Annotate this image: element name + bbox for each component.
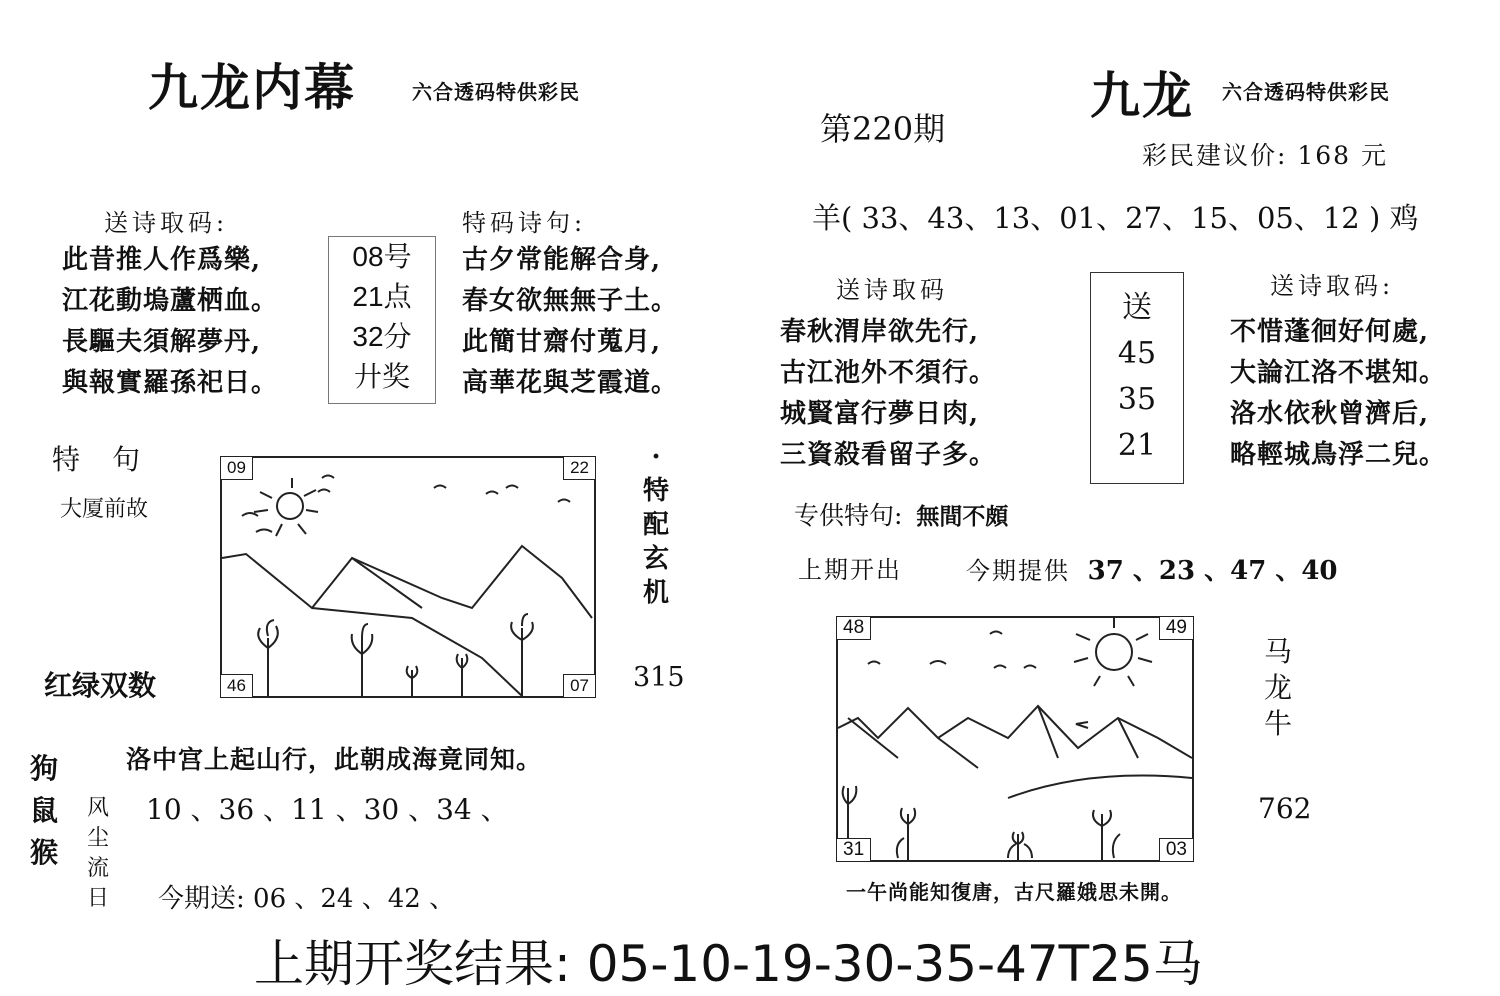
zodiac-char: 鼠 — [29, 794, 58, 827]
left-poem-line: 長驅夫須解夢丹, — [62, 327, 262, 357]
sheep-rooster-line: 羊( 33、43、13、01、27、15、05、12 ) 鸡 — [812, 201, 1419, 235]
special-poem — [462, 240, 678, 404]
left-poem — [62, 240, 278, 404]
zhuan-gong-text: 無間不頗 — [916, 503, 1009, 530]
left-box-line: 08号 — [352, 241, 412, 272]
wind-char: 尘 — [86, 826, 109, 851]
wind-char: 风 — [86, 796, 109, 821]
vertical-char: 龙 — [1263, 671, 1292, 704]
zodiac-vertical — [28, 748, 60, 874]
left-poem-line: 江花動塢蘆栖血。 — [62, 286, 279, 316]
vertical-char: 牛 — [1263, 707, 1292, 740]
jin-qi-label: 今期送: — [158, 884, 245, 914]
left-box-line: 32分 — [352, 321, 412, 352]
right-picture — [836, 616, 1194, 862]
special-poem-line: 高華花與芝霞道。 — [462, 368, 679, 398]
landscape-drawing — [838, 618, 1192, 860]
vertical-char: 玄 — [642, 544, 669, 574]
jin-qi-provide-numbers: 37 、23 、47 、40 — [1087, 556, 1338, 586]
left-corner-bl: 46 — [220, 674, 253, 698]
price-label: 彩民建议价: 168 元 — [1142, 141, 1389, 170]
right-poem-left — [780, 312, 996, 476]
last-draw-result: 上期开奖结果: 05-10-19-30-35-47T25马 — [254, 935, 1203, 993]
left-box-line: 21点 — [352, 281, 412, 312]
left-corner-tr: 22 — [563, 456, 596, 480]
wind-char: 日 — [86, 886, 109, 911]
zodiac-char: 猴 — [29, 836, 58, 869]
jin-qi-numbers: 06 、24 、42 、 — [253, 884, 456, 914]
right-code-box — [1090, 272, 1184, 484]
right-poem-line: 古江池外不須行。 — [780, 358, 997, 388]
left-vertical-label — [640, 440, 672, 610]
right-poem-line: 三資殺看留子多。 — [780, 440, 997, 470]
vertical-char: · — [651, 442, 661, 472]
left-box-line: 廾奖 — [353, 361, 410, 392]
left-corner-tl: 09 — [220, 456, 253, 480]
right-poem-line: 春秋渭岸欲先行, — [780, 317, 980, 347]
left-picture — [220, 456, 596, 698]
special-poem-label: 特码诗句: — [462, 209, 587, 237]
left-numbers-row: 10 、36 、11 、30 、34 、 — [146, 793, 509, 826]
zhuan-gong-label: 专供特句: — [794, 501, 903, 530]
vertical-char: 机 — [642, 578, 669, 608]
shang-qi-label: 上期开出 — [798, 556, 902, 584]
right-corner-tr: 49 — [1159, 616, 1194, 640]
right-vertical-label — [1262, 634, 1294, 742]
zhuan-gong-line — [794, 496, 1008, 532]
landscape-drawing — [222, 458, 594, 696]
te-ju-label: 特 句 — [52, 443, 143, 476]
right-poem-label-right: 送诗取码: — [1270, 272, 1395, 300]
right-corner-tl: 48 — [836, 616, 871, 640]
special-poem-line: 春女欲無無子土。 — [462, 286, 679, 316]
wind-char: 流 — [86, 856, 109, 881]
right-corner-bl: 31 — [836, 838, 871, 862]
te-ju-text: 大厦前故 — [60, 497, 149, 522]
left-subtitle: 六合透码特供彩民 — [412, 80, 580, 104]
right-poem-line: 不惜蓬徊好何處, — [1230, 317, 1430, 347]
vertical-char: 特 — [642, 476, 669, 506]
jin-qi-provide-label: 今期提供 — [966, 557, 1070, 585]
left-poem-line-bottom: 洛中宫上起山行，此朝成海竟同知。 — [126, 745, 543, 774]
right-poem-line: 大論江洛不堪知。 — [1230, 358, 1447, 388]
right-poem-line: 洛水依秋曾濟后, — [1230, 399, 1430, 429]
special-poem-line: 古夕常能解合身, — [462, 245, 662, 275]
left-title: 九龙内幕 — [148, 58, 356, 117]
vertical-char: 配 — [642, 510, 669, 540]
right-box-line: 45 — [1117, 336, 1157, 371]
special-poem-line: 此簡甘齋付蒐月, — [462, 327, 662, 357]
right-corner-br: 03 — [1159, 838, 1194, 862]
right-box-line: 送 — [1122, 290, 1152, 325]
right-number-762: 762 — [1258, 792, 1312, 825]
right-poem-label-left: 送诗取码 — [836, 276, 948, 304]
left-poem-line: 與報實羅孫祀日。 — [62, 368, 279, 398]
right-poem-line: 略輕城鳥浮二兒。 — [1230, 440, 1447, 470]
left-corner-br: 07 — [563, 674, 596, 698]
right-title: 九龙 — [1090, 66, 1194, 125]
issue-number: 第220期 — [820, 110, 946, 148]
hong-lv-text: 红绿双数 — [44, 669, 157, 702]
vertical-char: 马 — [1263, 635, 1292, 668]
right-box-line: 21 — [1117, 428, 1157, 463]
wind-vertical — [82, 794, 114, 914]
left-jin-qi — [158, 878, 455, 915]
left-number-315: 315 — [633, 662, 685, 693]
jin-qi-provide-line — [966, 550, 1338, 587]
right-poem-line: 城賢富行夢日肉, — [780, 399, 980, 429]
right-subtitle: 六合透码特供彩民 — [1222, 80, 1390, 104]
left-poem-label: 送诗取码: — [104, 209, 229, 237]
zodiac-char: 狗 — [29, 752, 58, 785]
right-bottom-poem: 一午尚能知復唐，古尺羅娥思未開。 — [846, 880, 1182, 904]
left-code-box — [328, 236, 436, 404]
right-box-line: 35 — [1117, 382, 1157, 417]
left-poem-line: 此昔推人作爲樂, — [62, 245, 262, 275]
right-poem-right — [1230, 312, 1446, 476]
